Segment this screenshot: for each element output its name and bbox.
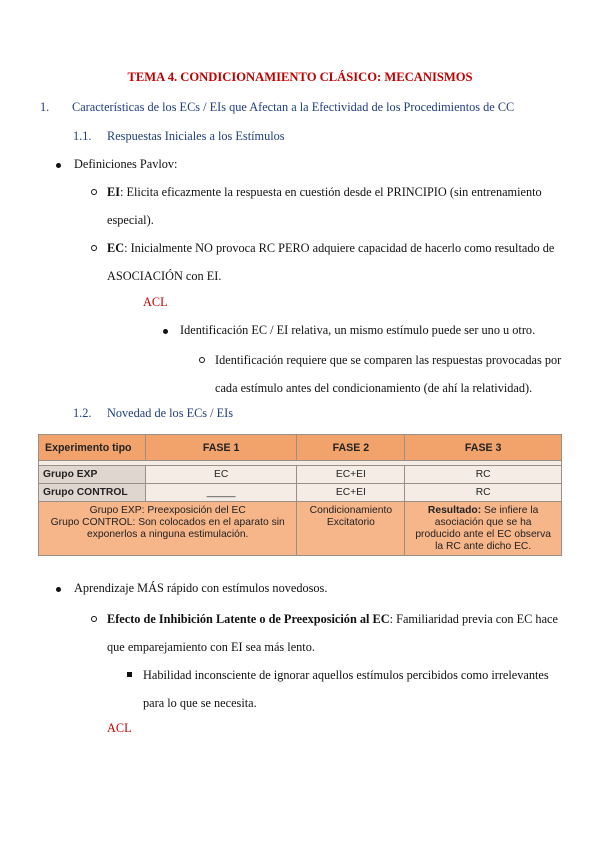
latent-inhibition [107, 605, 562, 661]
note-line: Se infiere la [481, 505, 539, 516]
table-cell: RC [405, 466, 562, 484]
ei-definition [107, 178, 562, 234]
novel-bullet: Aprendizaje MÁS rápido con estímulos novedosos. [74, 581, 328, 595]
note-line: exponerlos a ninguna estimulación. [87, 529, 249, 540]
note-groups [39, 502, 297, 556]
bullet-dot [56, 587, 61, 592]
bullet-circle [199, 357, 205, 363]
bullet-circle [91, 616, 97, 622]
effect-text-2: que emparejamiento con EI sea más lento. [107, 640, 315, 654]
bullet-circle [91, 189, 97, 195]
table-cell: Grupo CONTROL [39, 484, 146, 502]
bullet-circle [91, 245, 97, 251]
subsection-title: Respuestas Iniciales a los Estímulos [107, 129, 285, 143]
note-result [405, 502, 562, 556]
subsection-number: 1.2. [73, 406, 92, 420]
section-number: 1. [40, 100, 50, 114]
note-line: producido ante el EC observa [415, 529, 551, 540]
section-1-heading [40, 100, 540, 115]
note-line: Grupo CONTROL: Son colocados en el aparato sin [50, 517, 285, 528]
note-phase2 [297, 502, 405, 556]
note-result-label: Resultado: [427, 505, 482, 516]
subsection-1-2-heading [73, 406, 233, 421]
ident-sub [215, 346, 562, 402]
table-cell: EC+EI [297, 484, 405, 502]
experiment-table [38, 434, 562, 556]
ec-definition [107, 234, 562, 290]
ec-term: EC [107, 241, 125, 255]
note-line: Grupo EXP: Preexposición del EC [89, 505, 246, 516]
ident-sub-2: cada estímulo antes del condicionamiento (de ahí la relatividad). [215, 381, 533, 395]
section-title: Características de los ECs / EIs que Afectan a la Efectividad de los Procedimientos de CC [72, 100, 515, 114]
table-row [39, 484, 562, 502]
ei-text-1: : Elicita eficazmente la respuesta en cuestión desde el PRINCIPIO (sin entrenamiento [120, 185, 542, 199]
header-cell: FASE 2 [297, 435, 405, 461]
header-cell: FASE 3 [405, 435, 562, 461]
pavlov-label: Definiciones Pavlov: [74, 157, 178, 171]
note-line: Excitatorio [326, 517, 375, 528]
skill-2: para lo que se necesita. [143, 696, 257, 710]
ei-term: EI [107, 185, 120, 199]
ei-text-2: especial). [107, 213, 154, 227]
acl-note: ACL [107, 721, 132, 735]
ident-sub-1: Identificación requiere que se comparen las respuestas provocadas por [215, 353, 562, 367]
skill-text [143, 661, 562, 717]
table-row [39, 466, 562, 484]
acl-note: ACL [143, 295, 168, 309]
ec-text-2: ASOCIACIÓN con EI. [107, 269, 222, 283]
effect-text-1: : Familiaridad previa con EC hace [389, 612, 558, 626]
table-header-row [39, 435, 562, 461]
page-title: TEMA 4. CONDICIONAMIENTO CLÁSICO: MECANISMOS [127, 70, 473, 84]
note-line: asociación que se ha [434, 517, 532, 528]
skill-1: Habilidad inconsciente de ignorar aquellos estímulos percibidos como irrelevantes [143, 668, 549, 682]
bullet-dot [163, 329, 168, 334]
subsection-number: 1.1. [73, 129, 92, 143]
note-line: Condicionamiento [309, 505, 393, 516]
effect-term: Efecto de Inhibición Latente o de Preexposición al EC [107, 612, 390, 626]
table-notes-row [39, 502, 562, 556]
bullet-square [127, 672, 132, 677]
subsection-title: Novedad de los ECs / EIs [107, 406, 234, 420]
header-cell: FASE 1 [145, 435, 297, 461]
table-cell: EC+EI [297, 466, 405, 484]
subsection-1-1-heading [73, 129, 285, 144]
table-cell: RC [405, 484, 562, 502]
note-line: la RC ante dicho EC. [435, 541, 532, 552]
table-cell: _____ [145, 484, 297, 502]
table-cell: Grupo EXP [39, 466, 146, 484]
ident-text: Identificación EC / EI relativa, un mismo estímulo puede ser uno u otro. [180, 323, 536, 337]
table-cell: EC [145, 466, 297, 484]
header-cell: Experimento tipo [39, 435, 146, 461]
ec-text-1: : Inicialmente NO provoca RC PERO adquiere capacidad de hacerlo como resultado de [124, 241, 555, 255]
bullet-dot [56, 163, 61, 168]
